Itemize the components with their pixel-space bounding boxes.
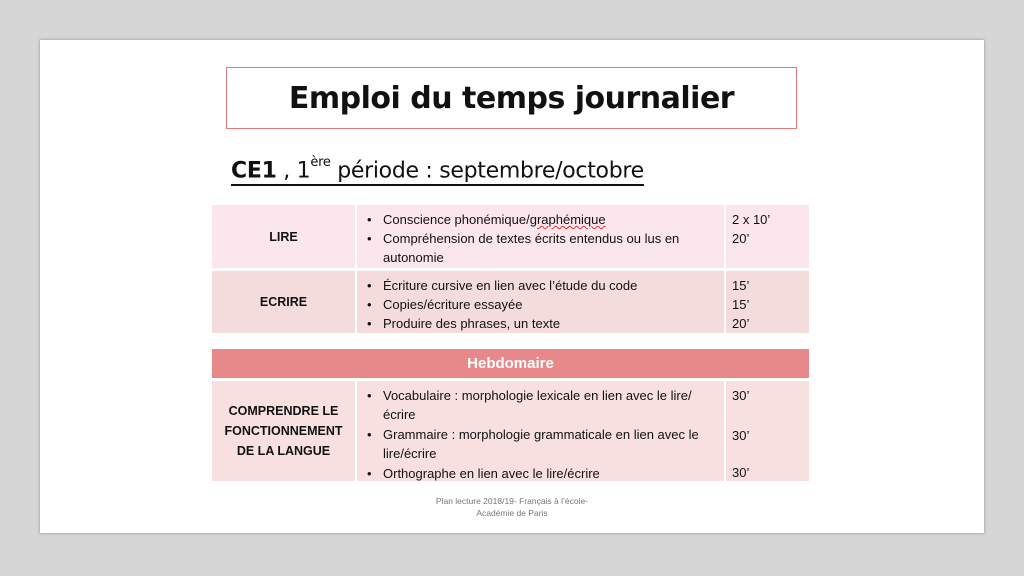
row-comprendre [212,381,809,481]
duration: 30’ [732,428,750,443]
duration: 30’ [732,465,750,480]
item-text-spellcheck: graphémique [529,212,606,227]
weekly-header-label: Hebdomaire [467,355,554,372]
list-item: • Produire des phrases, un texte [367,314,721,333]
duration: 15’ [732,278,750,293]
row-times-comprendre [726,381,809,481]
duration: 30’ [732,388,750,403]
row-times-lire [726,205,809,268]
duration: 2 x 10’ [732,212,771,227]
list-item: • Écriture cursive en lien avec l’étude du code [367,276,721,295]
label-line: FONCTIONNEMENT [224,424,343,438]
slide [40,40,984,533]
row-label-lire: LIRE [269,229,298,244]
list-item: • Grammaire : morphologie grammaticale en lien avec le lire/écrire [367,425,721,463]
list-item: • Orthographe en lien avec le lire/écrire [367,464,721,483]
row-items-comprendre [357,381,725,481]
row-ecrire [212,271,809,333]
page-title: Emploi du temps journalier [288,80,735,116]
duration: 20’ [732,316,750,331]
subtitle-level: CE1 [231,158,277,184]
duration: 20’ [732,231,750,246]
title-box [226,67,797,129]
footer [40,495,984,519]
row-label-comprendre [212,381,355,481]
list-item [367,210,721,229]
duration: 15’ [732,297,750,312]
item-text: Compréhension de textes écrits entendus ou lus en autonomie [383,231,680,265]
list-item [367,229,721,267]
footer-line: Académie de Paris [476,508,548,518]
row-items-lire [357,205,725,268]
label-line: COMPRENDRE LE [228,404,339,418]
row-times-ecrire [726,271,809,333]
row-label-ecrire: ECRIRE [259,295,308,309]
subtitle [231,155,644,186]
item-text: Conscience phonémique/ [383,212,530,227]
subtitle-period: période : septembre/octobre [330,158,644,184]
row-items-ecrire [357,271,725,333]
list-item: • Copies/écriture essayée [367,295,721,314]
list-item: • Vocabulaire : morphologie lexicale en lien avec le lire/écrire [367,386,721,424]
row-lire [212,205,809,268]
weekly-header [212,349,809,378]
subtitle-superscript: ère [310,155,331,170]
label-line: DE LA LANGUE [236,444,331,458]
subtitle-separator: , 1 [276,158,311,184]
footer-line: Plan lecture 2018/19- Français à l’école- [435,496,589,506]
